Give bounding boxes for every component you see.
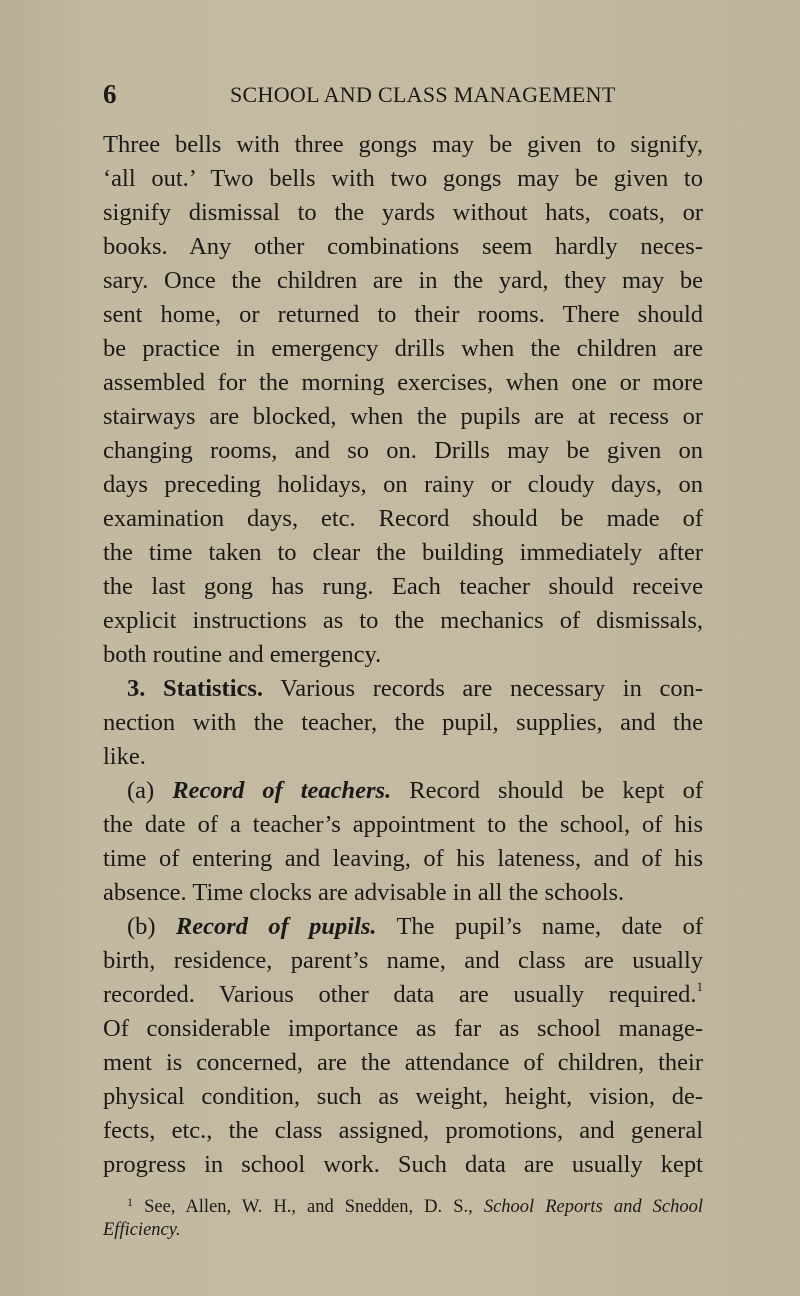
text-line: Three bells with three gongs may be given to signify, <box>103 131 703 158</box>
text-line: fects, etc., the class assigned, promotions, and general <box>103 1117 703 1144</box>
text-line: stairways are blocked, when the pupils are at recess or <box>103 403 703 430</box>
text-line: days preceding holidays, on rainy or cloudy days, on <box>103 471 703 498</box>
subsection-heading: Record of teachers. <box>172 777 392 804</box>
body-text <box>103 128 703 1182</box>
text-run: Various records are necessary in con- <box>280 675 703 702</box>
footnote <box>103 1188 703 1244</box>
text-line: the last gong has rung. Each teacher should receive <box>103 573 703 600</box>
text-line: ment is concerned, are the attendance of children, their <box>103 1049 703 1076</box>
footnote-text: See, Allen, W. H., and Snedden, D. S., <box>144 1197 473 1217</box>
subsection-heading: Record of pupils. <box>175 913 377 940</box>
record-teachers-paragraph-start <box>103 774 703 808</box>
text-line: explicit instructions as to the mechanics of dismissals, <box>103 607 703 634</box>
text-line: nection with the teacher, the pupil, supplies, and the <box>103 709 703 736</box>
page-header <box>103 76 703 112</box>
text-line: physical condition, such as weight, height, vision, de- <box>103 1083 703 1110</box>
text-line: assembled for the morning exercises, when one or more <box>103 369 703 396</box>
section-heading: Statistics. <box>163 675 264 702</box>
footnote-line <box>103 1216 703 1244</box>
footnote-mark: 1 <box>127 1195 133 1209</box>
text-line: Of considerable importance as far as school manage- <box>103 1015 703 1042</box>
running-head: SCHOOL AND CLASS MANAGEMENT <box>230 82 616 107</box>
text-line: progress in school work. Such data are usually kept <box>103 1151 703 1178</box>
footnote-title: School Reports and School <box>483 1197 703 1217</box>
text-line: time of entering and leaving, of his lateness, and of his <box>103 845 703 872</box>
text-line: examination days, etc. Record should be made of <box>103 505 703 532</box>
text-line: both routine and emergency. <box>103 641 382 668</box>
footnote-line <box>103 1188 703 1216</box>
text-line-with-footnote <box>103 978 703 1012</box>
text-line: the date of a teacher’s appointment to the school, of his <box>103 811 703 838</box>
section-number: 3. <box>127 675 146 702</box>
text-line: absence. Time clocks are advisable in all the schools. <box>103 879 625 906</box>
text-run: The pupil’s name, date of <box>396 913 704 940</box>
text-run: recorded. Various other data are usually required. <box>103 981 697 1008</box>
text-line: sary. Once the children are in the yard, they may be <box>103 267 703 294</box>
page-number: 6 <box>103 79 117 109</box>
text-line: books. Any other combinations seem hardly neces- <box>103 233 703 260</box>
text-line: be practice in emergency drills when the children are <box>103 335 703 362</box>
footnote-reference: 1 <box>696 979 703 994</box>
text-line: ‘all out.’ Two bells with two gongs may be given to <box>103 165 703 192</box>
text-line: changing rooms, and so on. Drills may be given on <box>103 437 703 464</box>
text-run: Record should be kept of <box>409 777 704 804</box>
text-line: like. <box>103 743 146 770</box>
text-line: signify dismissal to the yards without hats, coats, or <box>103 199 703 226</box>
text-line: the time taken to clear the building immediately after <box>103 539 703 566</box>
footnote-title-continued: Efficiency. <box>103 1220 181 1240</box>
text-line: birth, residence, parent’s name, and class are usually <box>103 947 703 974</box>
subsection-label: (b) <box>127 913 156 940</box>
subsection-label: (a) <box>127 777 155 804</box>
text-line: sent home, or returned to their rooms. There should <box>103 301 703 328</box>
statistics-paragraph-start <box>103 672 703 706</box>
record-pupils-paragraph-start <box>103 910 703 944</box>
